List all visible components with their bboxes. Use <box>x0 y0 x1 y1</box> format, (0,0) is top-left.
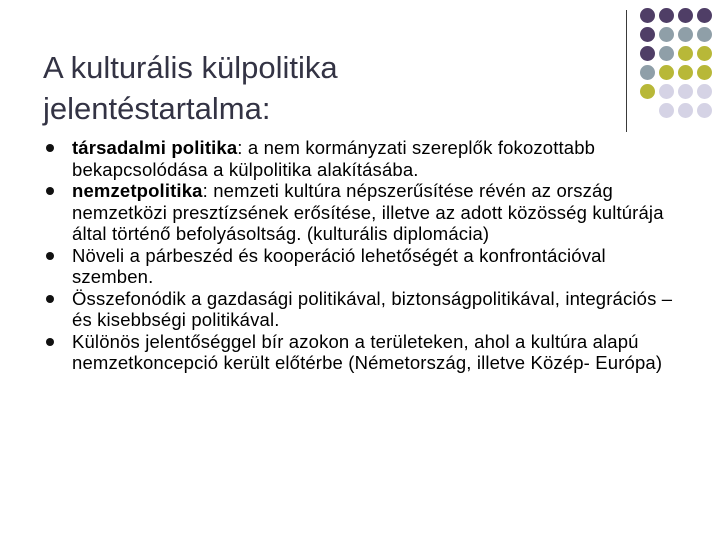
bullet-text: : a nem kormányzati szereplők fokozottabb bekapcsolódása a külpolitika alakításába. <box>72 137 596 180</box>
bullet-icon <box>46 295 54 303</box>
slide-title-line-2: jelentéstartalma: <box>43 90 271 126</box>
decorative-dot <box>659 46 674 61</box>
bullet-term: társadalmi politika <box>72 137 238 158</box>
slide-title-line-1: A kulturális külpolitika <box>43 49 338 85</box>
decorative-dot <box>640 84 655 99</box>
decorative-dot <box>678 65 693 80</box>
decorative-dot <box>678 46 693 61</box>
decorative-dot <box>678 84 693 99</box>
decorative-dot <box>697 8 712 23</box>
bullet-text: : nemzeti kultúra népszerűsítése révén az ország nemzetközi presztízsének erősítése, illetve az adott közösség kultúrája által történő befolyásoltság. (kulturális diplomácia) <box>72 180 664 244</box>
bullet-text: Összefonódik a gazdasági politikával, biztonságpolitikával, integrációs –és kisebbségi politikával. <box>72 287 673 330</box>
decorative-dot <box>678 8 693 23</box>
decorative-dot <box>697 103 712 118</box>
bullet-item <box>44 288 684 331</box>
decorative-dot <box>640 8 655 23</box>
bullet-item <box>44 180 684 245</box>
bullet-icon <box>46 252 54 260</box>
decorative-dot-grid <box>640 8 720 120</box>
decorative-dot <box>640 65 655 80</box>
slide-title <box>43 47 603 129</box>
decorative-dot <box>697 84 712 99</box>
bullet-item <box>44 245 684 288</box>
decorative-dot <box>659 8 674 23</box>
bullet-item <box>44 331 684 374</box>
decorative-dot <box>697 27 712 42</box>
decorative-dot <box>659 84 674 99</box>
bullet-term: nemzetpolitika <box>72 180 203 201</box>
bullet-icon <box>46 144 54 152</box>
bullet-icon <box>46 338 54 346</box>
bullet-text: Különös jelentőséggel bír azokon a területeken, ahol a kultúra alapú nemzetkoncepció került előtérbe (Németország, illetve Közép- Európa) <box>72 330 663 373</box>
decorative-dot <box>678 27 693 42</box>
decorative-dot <box>640 46 655 61</box>
decorative-dot <box>678 103 693 118</box>
vertical-divider <box>626 10 627 132</box>
decorative-dot <box>640 27 655 42</box>
bullet-icon <box>46 187 54 195</box>
decorative-dot <box>697 65 712 80</box>
bullet-item <box>44 137 684 180</box>
bullet-list <box>44 137 684 374</box>
decorative-dot <box>659 103 674 118</box>
bullet-text: Növeli a párbeszéd és kooperáció lehetőségét a konfrontációval szemben. <box>72 244 606 287</box>
decorative-dot <box>659 27 674 42</box>
decorative-dot <box>659 65 674 80</box>
decorative-dot <box>697 46 712 61</box>
